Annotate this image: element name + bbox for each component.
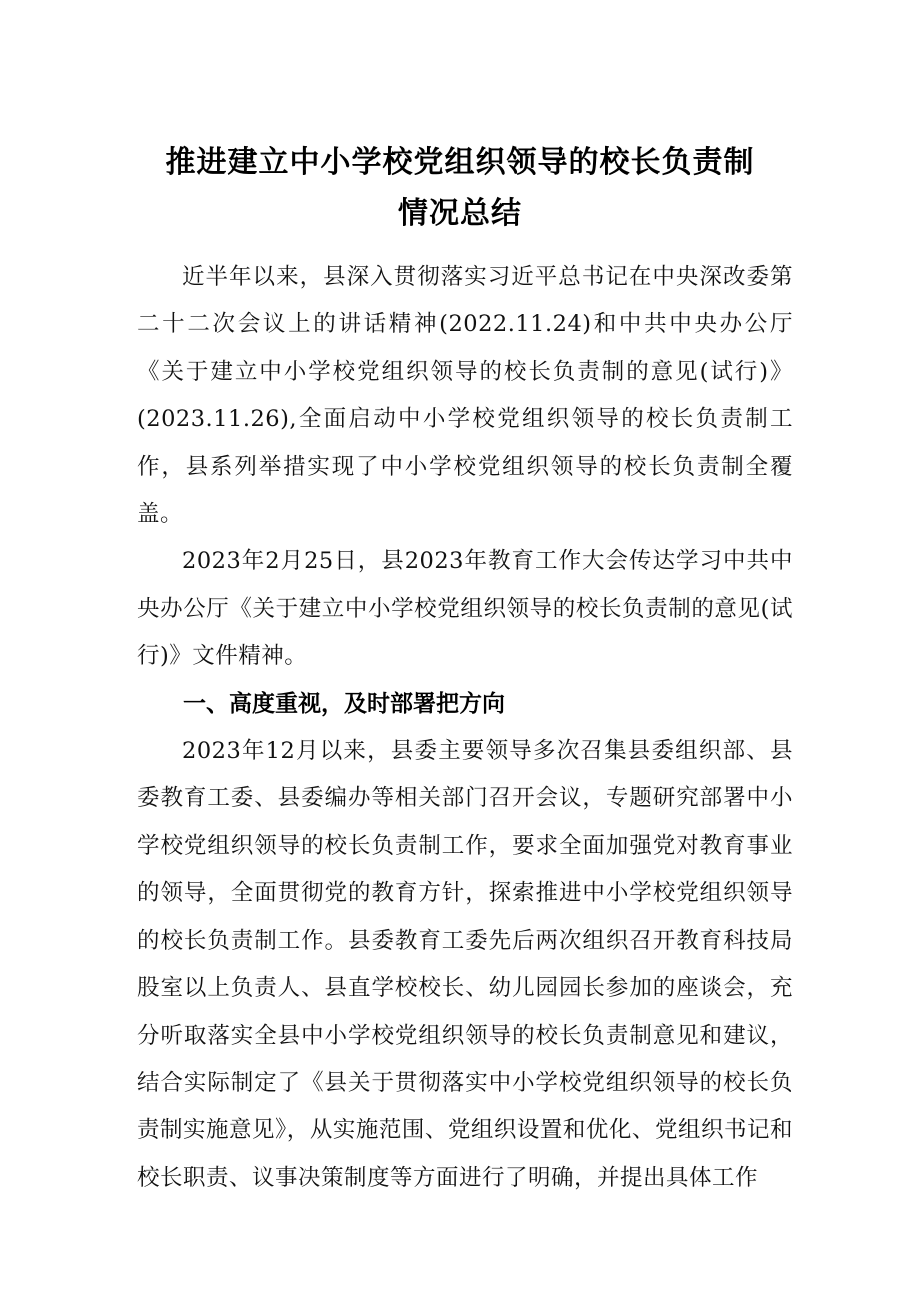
paragraph-meeting: 2023年2月25日，县2023年教育工作大会传达学习中共中央办公厅《关于建立中小学校党组织领导的校长负责制的意见(试行)》文件精神。 <box>137 548 793 670</box>
paragraph-intro: 近半年以来，县深入贯彻落实习近平总书记在中央深改委第二十二次会议上的讲话精神(2022.11.24)和中共中央办公厅《关于建立中小学校党组织领导的校长负责制的意见(试行)》(2023.11.26),全面启动中小学校党组织领导的校长负责制工作，县系列举措实现了中小学校党组织领导的校长负责制全覆盖。 <box>137 264 793 528</box>
document-title-line-1: 推进建立中小学校党组织领导的校长负责制 <box>165 145 755 180</box>
section-heading-1: 一、高度重视，及时部署把方向 <box>183 690 505 717</box>
document-body <box>137 254 793 1202</box>
paragraph-section-1: 2023年12月以来，县委主要领导多次召集县委组织部、县委教育工委、县委编办等相关部门召开会议，专题研究部署中小学校党组织领导的校长负责制工作，要求全面加强党对教育事业的领导，全面贯彻党的教育方针，探索推进中小学校党组织领导的校长负责制工作。县委教育工委先后两次组织召开教育科技局股室以上负责人、县直学校校长、幼儿园园长参加的座谈会，充分听取落实全县中小学校党组织领导的校长负责制意见和建议，结合实际制定了《县关于贯彻落实中小学校党组织领导的校长负责制实施意见》，从实施范围、党组织设置和优化、党组织书记和校长职责、议事决策制度等方面进行了明确，并提出具体工作 <box>137 738 793 1191</box>
document-title-line-2: 情况总结 <box>398 196 522 231</box>
